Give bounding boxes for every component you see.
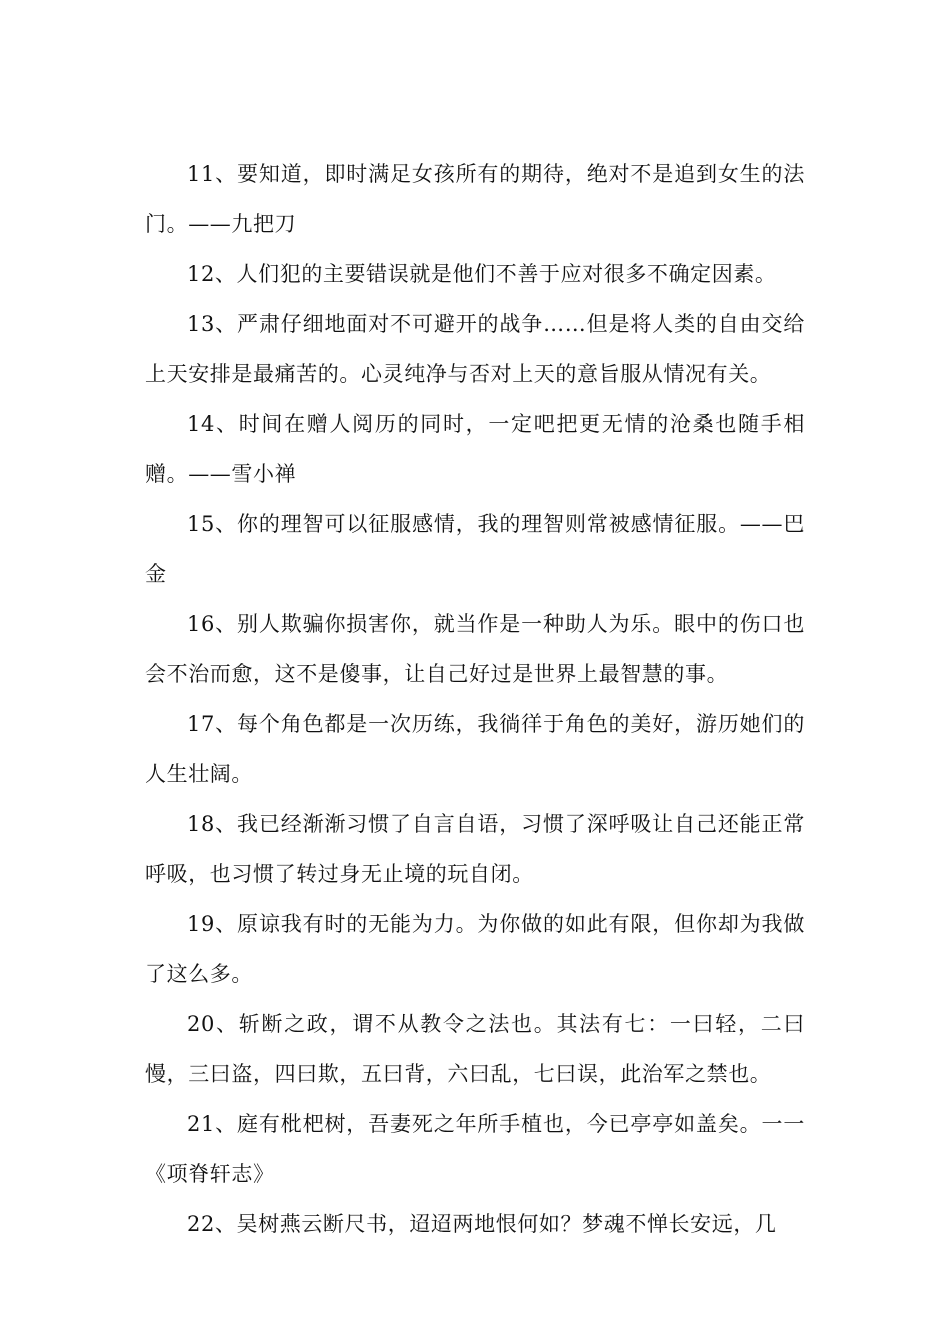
quote-paragraph-20: 20、斩断之政，谓不从教令之法也。其法有七：一曰轻，二曰慢，三曰盗，四曰欺，五曰背，六曰乱，七曰误，此治军之禁也。 <box>145 1012 805 1086</box>
quote-paragraph-12: 12、人们犯的主要错误就是他们不善于应对很多不确定因素。 <box>187 262 777 286</box>
quote-paragraph-13: 13、严肃仔细地面对不可避开的战争……但是将人类的自由交给上天安排是最痛苦的。心灵纯净与否对上天的意旨服从情况有关。 <box>145 312 805 386</box>
quote-paragraph-16: 16、别人欺骗你损害你，就当作是一种助人为乐。眼中的伤口也会不治而愈，这不是傻事，让自己好过是世界上最智慧的事。 <box>145 612 805 686</box>
quote-paragraph-14: 14、时间在赠人阅历的同时，一定吧把更无情的沧桑也随手相赠。——雪小禅 <box>145 412 805 486</box>
quote-paragraph-15: 15、你的理智可以征服感情，我的理智则常被感情征服。——巴金 <box>145 512 805 586</box>
quote-paragraph-18: 18、我已经渐渐习惯了自言自语，习惯了深呼吸让自己还能正常呼吸，也习惯了转过身无止境的玩自闭。 <box>145 812 805 886</box>
quote-paragraph-22: 22、吴树燕云断尺书，迢迢两地恨何如？梦魂不惮长安远，几 <box>187 1212 777 1236</box>
quote-paragraph-21: 21、庭有枇杷树，吾妻死之年所手植也，今已亭亭如盖矣。一一《项脊轩志》 <box>145 1112 805 1186</box>
quote-paragraph-11: 11、要知道，即时满足女孩所有的期待，绝对不是追到女生的法门。——九把刀 <box>145 162 805 236</box>
quote-paragraph-17: 17、每个角色都是一次历练，我徜徉于角色的美好，游历她们的人生壮阔。 <box>145 712 805 786</box>
quote-paragraph-19: 19、原谅我有时的无能为力。为你做的如此有限，但你却为我做了这么多。 <box>145 912 805 986</box>
